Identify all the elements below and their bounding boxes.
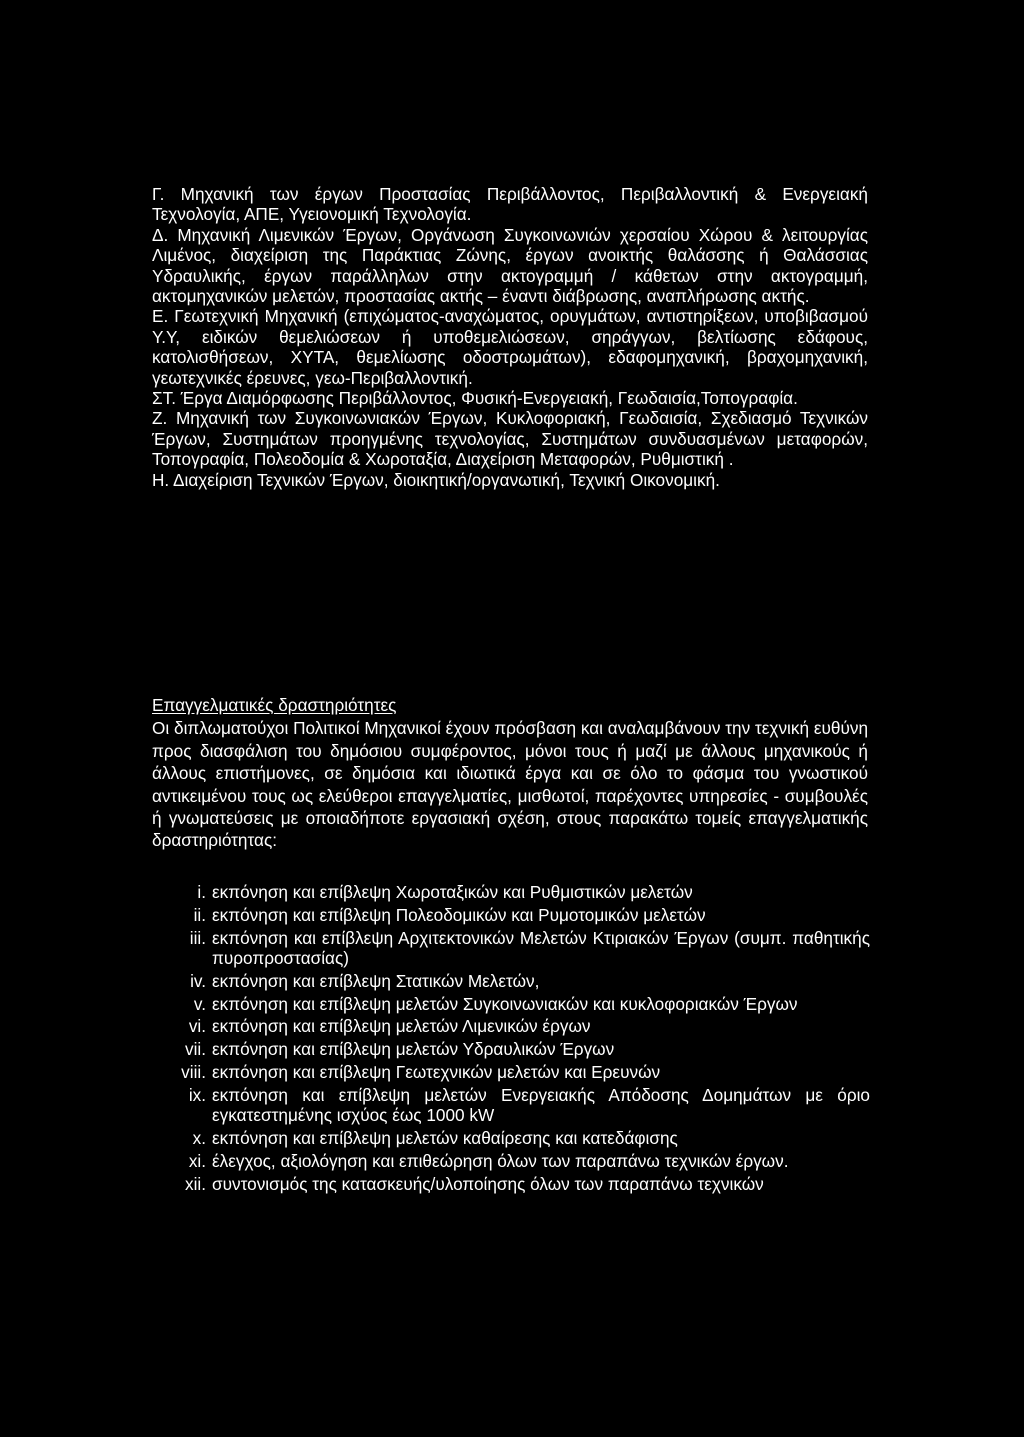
list-item (152, 1174, 870, 1194)
list-item-number: ix. (188, 1084, 206, 1105)
specialization-item-d: Δ. Μηχανική Λιμενικών Έργων, Οργάνωση Συγκοινωνιών χερσαίου Χώρου & λειτουργίας Λιμένος, διαχείριση της Παράκτιας Ζώνης, έργων ανοικτής θαλάσσης ή Θαλάσσιας Υδραυλικής, έργων παράλληλων στην ακτογραμμή / κάθετων στην ακτογραμμή, ακτομηχανικών μελετών, προστασίας ακτής – έναντι διάβρωσης, αναπλήρωσης ακτής. (152, 224, 868, 307)
list-item-number: vi. (188, 1016, 206, 1037)
list-item-number: x. (192, 1127, 206, 1148)
section-heading: Επαγγελματικές δραστηριότητες (152, 695, 397, 715)
list-item-number: i. (197, 882, 206, 902)
list-item (152, 882, 870, 902)
list-item-text: εκπόνηση και επίβλεψη μελετών καθαίρεσης και κατεδάφισης (212, 1127, 678, 1148)
list-item-text: εκπόνηση και επίβλεψη Χωροταξικών και Ρυθμιστικών μελετών (212, 882, 693, 902)
professional-activities-section (152, 695, 868, 852)
list-item-text: εκπόνηση και επίβλεψη μελετών Συγκοινωνιακών και κυκλοφοριακών Έργων (212, 993, 798, 1014)
list-item (152, 1128, 870, 1148)
list-item (152, 928, 870, 969)
list-item-number: iv. (190, 970, 206, 991)
list-item (152, 1062, 870, 1082)
list-item-number: xii. (184, 1173, 206, 1194)
specialization-item-st: ΣΤ. Έργα Διαμόρφωσης Περιβάλλοντος, Φυσική-Ενεργειακή, Γεωδαισία,Τοπογραφία. (152, 388, 798, 409)
list-item (152, 1151, 870, 1171)
list-item-number: xi. (188, 1150, 206, 1171)
activity-list (152, 882, 870, 1196)
list-item (152, 1039, 870, 1059)
list-item-text: εκπόνηση και επίβλεψη μελετών Υδραυλικών Έργων (212, 1039, 615, 1060)
list-item-text: εκπόνηση και επίβλεψη Αρχιτεκτονικών Μελετών Κτιριακών Έργων (συμπ. παθητικής πυροπροστασίας) (212, 927, 870, 968)
specialization-list (152, 184, 868, 490)
list-item-number: viii. (181, 1061, 206, 1082)
list-item-number: ii. (193, 904, 206, 925)
list-item-text: εκπόνηση και επίβλεψη Πολεοδομικών και Ρυμοτομικών μελετών (212, 904, 706, 925)
list-item-number: vii. (184, 1039, 206, 1060)
list-item (152, 971, 870, 991)
list-item (152, 905, 870, 925)
list-item-text: εκπόνηση και επίβλεψη Στατικών Μελετών, (212, 970, 540, 991)
list-item (152, 1085, 870, 1126)
list-item-text: εκπόνηση και επίβλεψη μελετών Ενεργειακής Απόδοσης Δομημάτων με όριο εγκατεστημένης ισχύος έως 1000 kW (212, 1084, 870, 1126)
list-item-text: συντονισμός της κατασκευής/υλοποίησης όλων των παραπάνω τεχνικών (212, 1173, 764, 1194)
list-item (152, 1016, 870, 1036)
specialization-item-h: Η. Διαχείριση Τεχνικών Έργων, διοικητική/οργανωτική, Τεχνική Οικονομική. (152, 469, 720, 490)
list-item-number: v. (193, 993, 206, 1014)
list-item (152, 994, 870, 1014)
section-intro-paragraph: Οι διπλωματούχοι Πολιτικοί Μηχανικοί έχουν πρόσβαση και αναλαμβάνουν την τεχνική ευθύνη προς διασφάλιση του δημόσιου συμφέροντος, μόνοι τους ή μαζί με άλλους μηχανικούς ή άλλους επιστήμονες, σε δημόσια και ιδιωτικά έργα και σε όλο το φάσμα του γνωστικού αντικειμένου τους ως ελεύθεροι επαγγελματίες, μισθωτοί, παρέχοντες υπηρεσίες - συμβουλές ή γνωματεύσεις με οποιαδήποτε εργασιακή σχέση, στους παρακάτω τομείς επαγγελματικής δραστηριότητας: (152, 718, 868, 851)
list-item-text: εκπόνηση και επίβλεψη μελετών Λιμενικών έργων (212, 1016, 591, 1037)
specialization-item-z: Ζ. Μηχανική των Συγκοινωνιακών Έργων, Κυκλοφοριακή, Γεωδαισία, Σχεδιασμό Τεχνικών Έργων, Συστημάτων προηγμένης τεχνολογίας, Συστημάτων συνδυασμένων μεταφορών, Τοπογραφία, Πολεοδομία & Χωροταξία, Διαχείριση Μεταφορών, Ρυθμιστική . (152, 408, 868, 470)
list-item-text: εκπόνηση και επίβλεψη Γεωτεχνικών μελετών και Ερευνών (212, 1061, 661, 1082)
list-item-text: έλεγχος, αξιολόγηση και επιθεώρηση όλων των παραπάνω τεχνικών έργων. (212, 1150, 789, 1171)
list-item-number: iii. (189, 927, 206, 948)
specialization-item-e: Ε. Γεωτεχνική Μηχανική (επιχώματος-αναχώματος, ορυγμάτων, αντιστηρίξεων, υποβιβασμού Υ.Υ, ειδικών θεμελιώσεων ή υποθεμελιώσεων, σηράγγων, βελτίωσης εδάφους, κατολισθήσεων, ΧΥΤΑ, θεμελίωσης οδοστρωμάτων), εδαφομηχανική, βραχομηχανική, γεωτεχνικές έρευνες, γεω-Περιβαλλοντική. (152, 306, 868, 388)
specialization-item-g: Γ. Μηχανική των έργων Προστασίας Περιβάλλοντος, Περιβαλλοντική & Ενεργειακή Τεχνολογία, ΑΠΕ, Υγειονομική Τεχνολογία. (152, 184, 868, 225)
